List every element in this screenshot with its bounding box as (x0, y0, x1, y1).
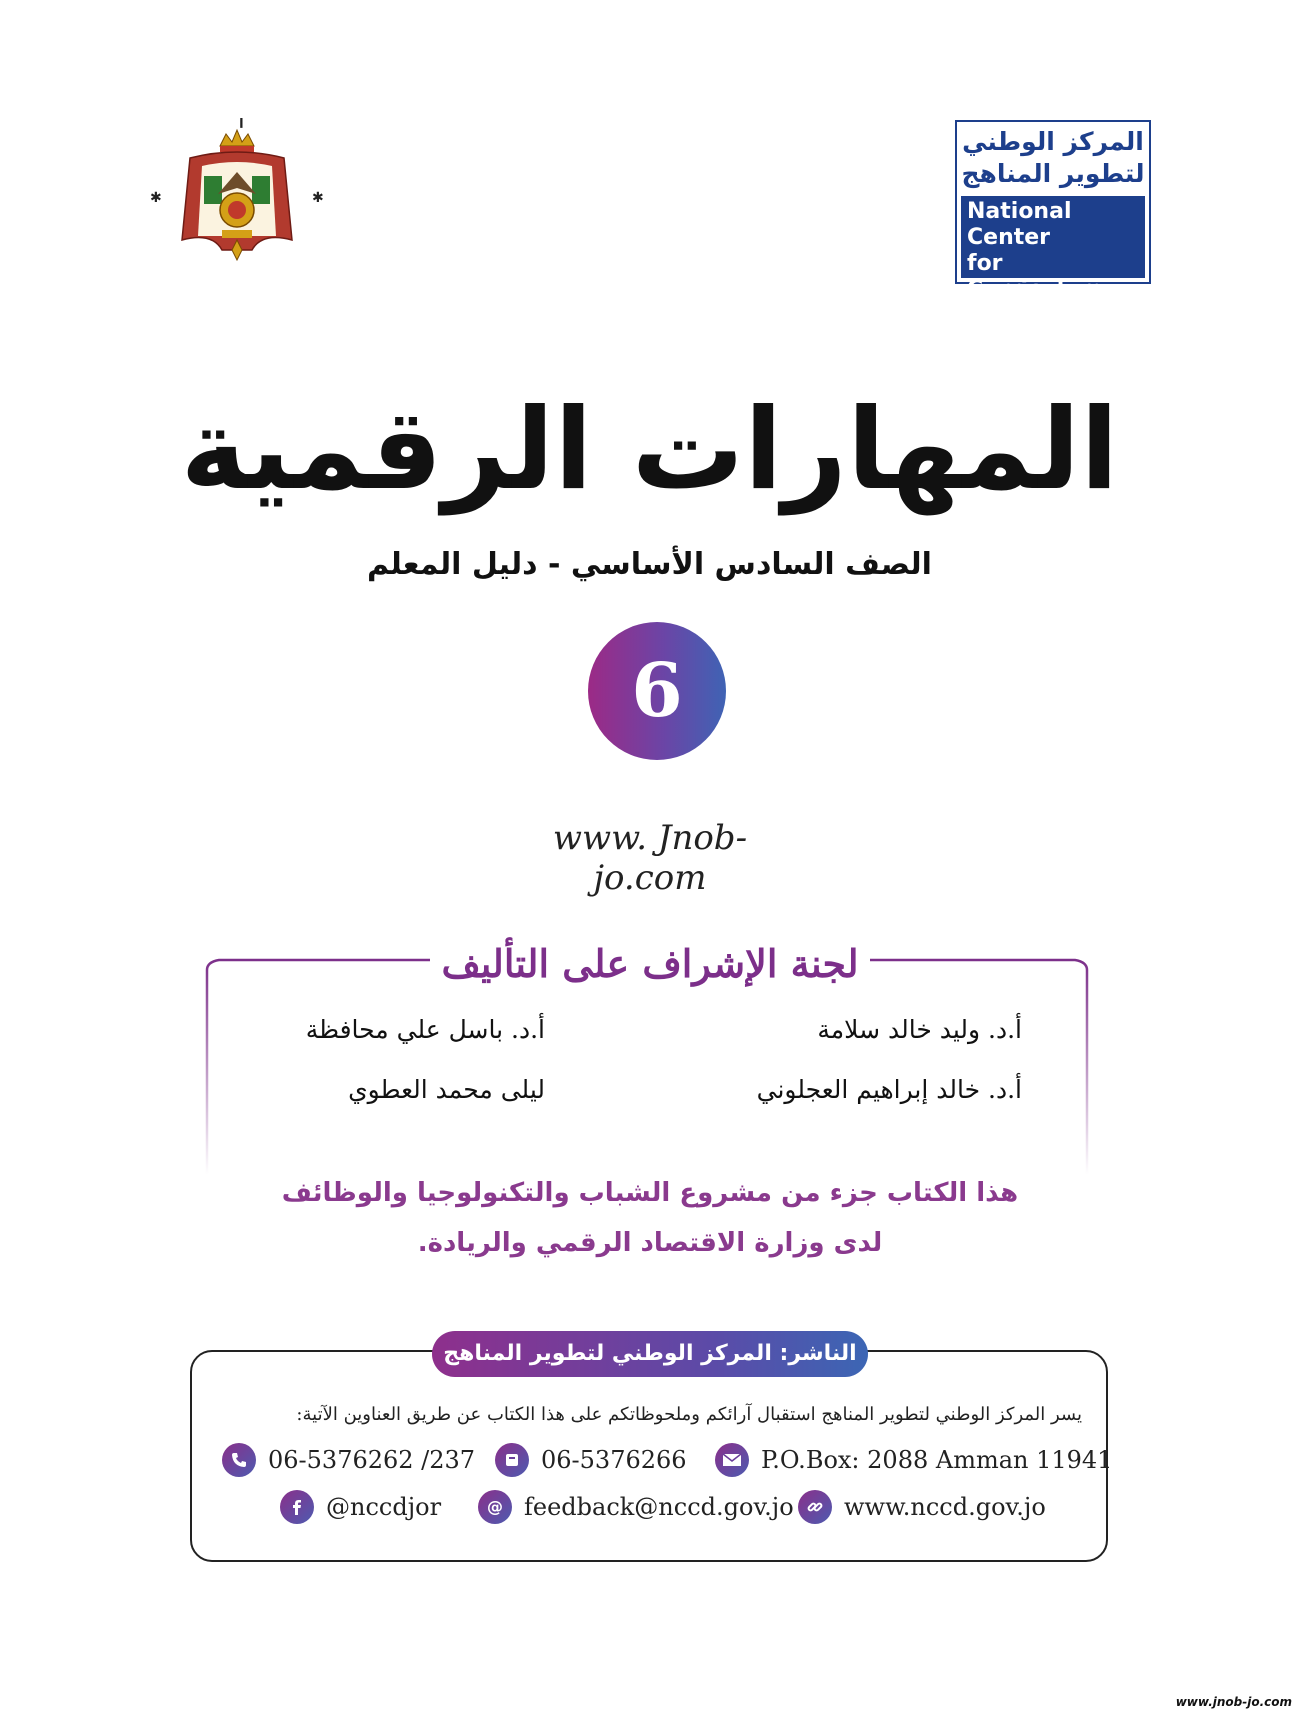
svg-text:المملكة الأردنية الهاشمية (142, 112, 244, 132)
contact-intro: يسر المركز الوطني لتطوير المناهج استقبال آرائكم وملحوظاتكم على هذا الكتاب عن طريق العناوين الآتية: (296, 1404, 1082, 1425)
nccd-logo-en-line1: National Center (967, 199, 1072, 250)
phone-icon (222, 1443, 256, 1477)
ministry-seal (142, 112, 332, 292)
contact-email-text: feedback@nccd.gov.jo (524, 1493, 794, 1521)
contact-facebook-text: @nccdjor (326, 1493, 442, 1521)
contact-website-text: www.nccd.gov.jo (844, 1493, 1046, 1521)
watermark-text: www. Jnob-jo.com (552, 818, 748, 898)
mail-icon (715, 1443, 749, 1477)
nccd-logo-ar-line1: المركز الوطني (962, 127, 1144, 156)
contact-fax-text: 06-5376266 (541, 1446, 687, 1474)
publisher-label: الناشر: المركز الوطني لتطوير المناهج (432, 1331, 868, 1377)
nccd-logo-en-line2: for Curriculum (967, 251, 1103, 302)
project-note-line1: هذا الكتاب جزء من مشروع الشباب والتكنولوجيا والوظائف (281, 1178, 1019, 1208)
committee-member: ليلى محمد العطوي (348, 1075, 545, 1104)
committee-member: أ.د. خالد إبراهيم العجلوني (756, 1075, 1022, 1104)
contact-facebook[interactable] (280, 1490, 441, 1524)
link-icon (798, 1490, 832, 1524)
nccd-logo (955, 120, 1151, 328)
contact-fax[interactable] (495, 1443, 687, 1477)
nccd-logo-arabic (957, 122, 1149, 194)
fax-icon (495, 1443, 529, 1477)
footer-url: www.jnob-jo.com (1175, 1695, 1292, 1709)
svg-text:وزارة التربية والتعليم (142, 112, 148, 116)
contact-email[interactable] (478, 1490, 794, 1524)
contact-mail-text: P.O.Box: 2088 Amman 11941 (761, 1446, 1113, 1474)
contact-phone[interactable] (222, 1443, 475, 1477)
seal-text-right: ا (239, 116, 244, 132)
committee-member: أ.د. باسل علي محافظة (305, 1015, 545, 1044)
facebook-icon (280, 1490, 314, 1524)
svg-text:✱: ✱ (312, 190, 324, 206)
seal-text-left (142, 112, 148, 116)
committee-member: أ.د. وليد خالد سلامة (817, 1015, 1022, 1044)
svg-text:✱: ✱ (150, 190, 162, 206)
grade-badge: 6 (588, 622, 726, 760)
svg-text:@: @ (487, 1497, 503, 1516)
contact-website[interactable] (798, 1490, 1046, 1524)
book-subtitle: الصف السادس الأساسي - دليل المعلم (367, 547, 932, 582)
at-icon (478, 1490, 512, 1524)
project-note (240, 1168, 1060, 1268)
book-title: المهارات الرقمية (180, 385, 1119, 515)
nccd-logo-en-line3: Development (967, 303, 1132, 328)
committee-title: لجنة الإشراف على التأليف (430, 938, 870, 990)
contact-mail[interactable] (715, 1443, 1112, 1477)
contact-phone-text: 06-5376262 /237 (268, 1446, 476, 1474)
coat-of-arms-icon (142, 112, 332, 292)
project-note-line2: لدى وزارة الاقتصاد الرقمي والريادة. (417, 1228, 883, 1258)
nccd-logo-ar-line2: لتطوير المناهج (961, 159, 1145, 188)
nccd-logo-english (961, 196, 1145, 328)
